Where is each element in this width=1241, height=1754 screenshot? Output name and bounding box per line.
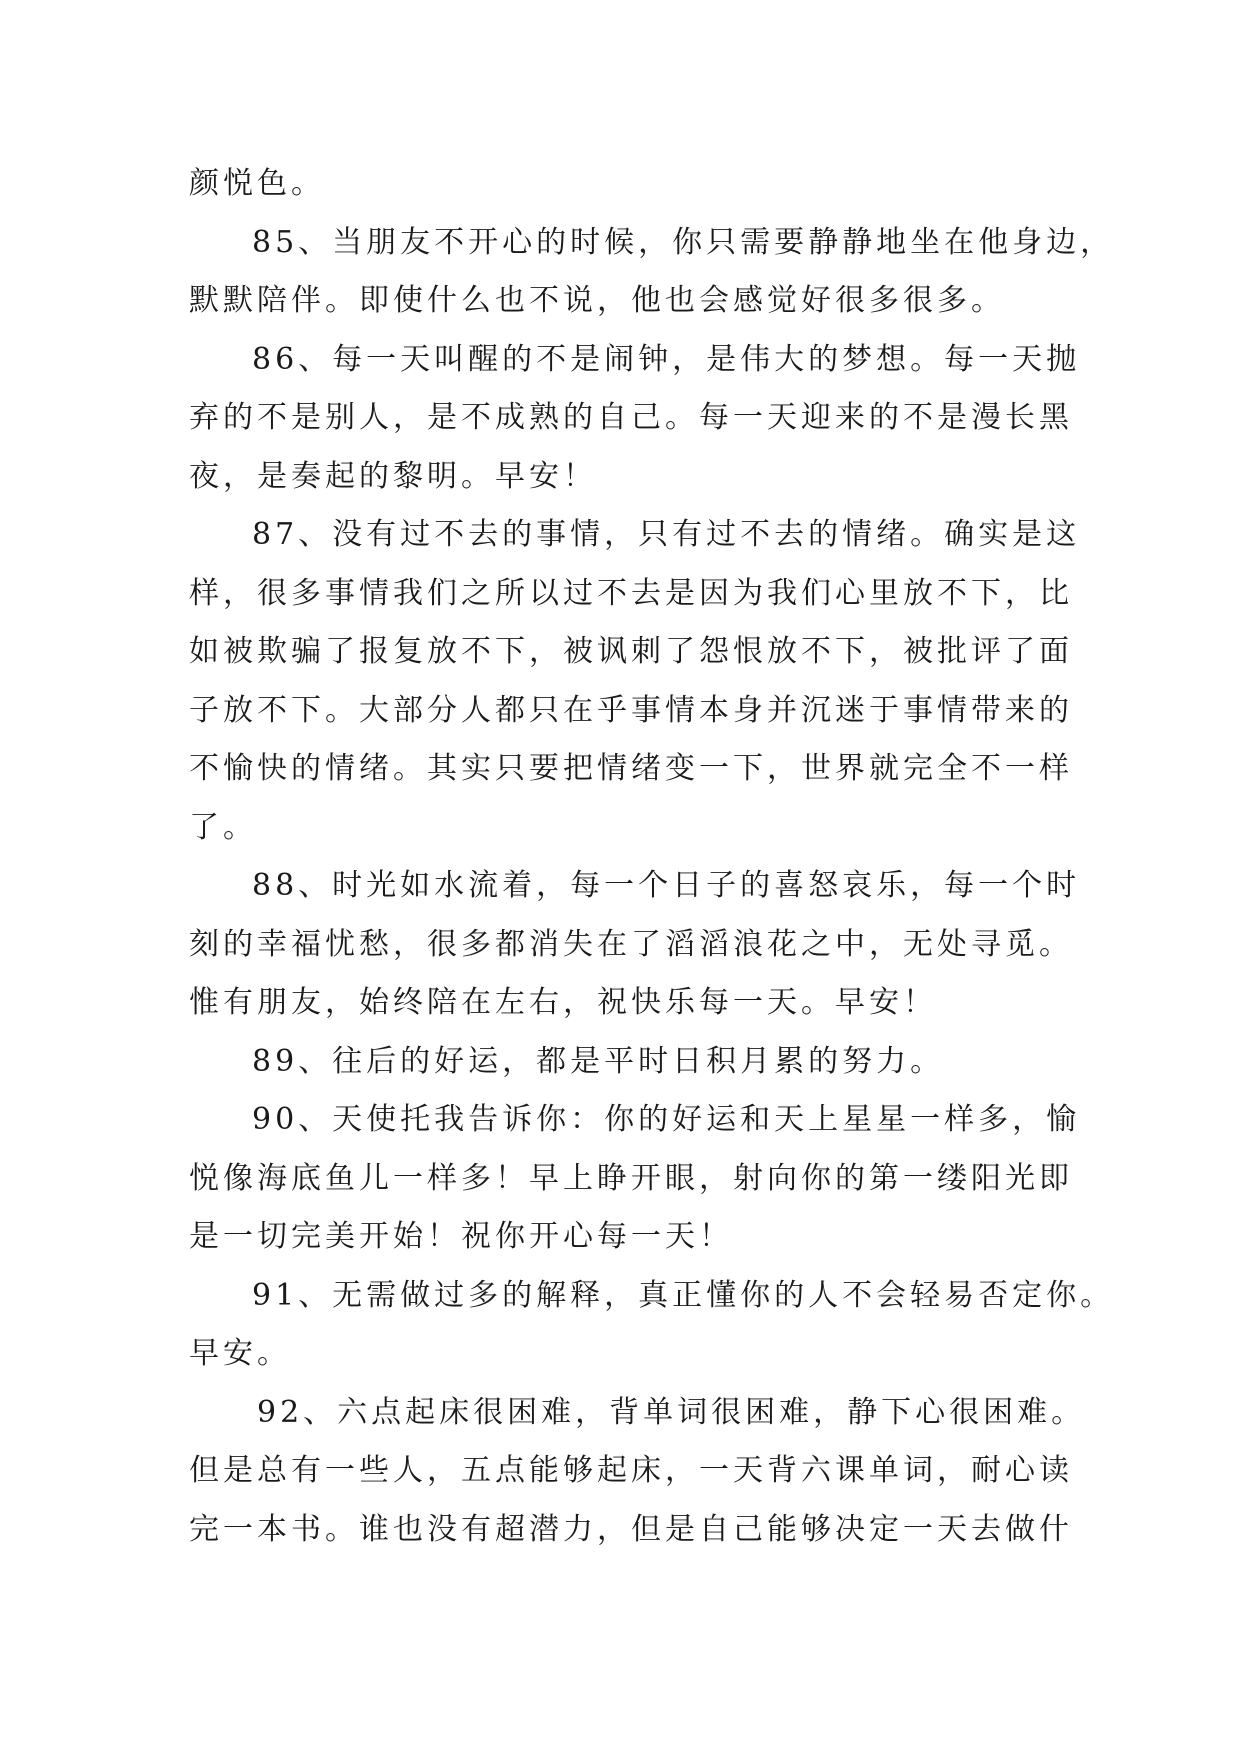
paragraph-91 bbox=[189, 1267, 1115, 1384]
text-line: 92、六点起床很困难，背单词很困难，静下心很困难。 bbox=[257, 1394, 1086, 1430]
text-line: 88、时光如水流着，每一个日子的喜怒哀乐，每一个时 bbox=[252, 868, 1081, 903]
paragraph-88 bbox=[189, 857, 1081, 1033]
text-line: 颜悦色。 bbox=[189, 166, 325, 201]
text-line: 了。 bbox=[189, 809, 257, 845]
text-line: 91、无需做过多的解释，真正懂你的人不会轻易否定你。 bbox=[252, 1277, 1115, 1313]
text-line: 是一切完美开始！祝你开心每一天！ bbox=[189, 1219, 733, 1254]
paragraph-87 bbox=[189, 506, 1081, 857]
text-line: 弃的不是别人，是不成熟的自己。每一天迎来的不是漫长黑 bbox=[189, 400, 1073, 435]
text-line: 样，很多事情我们之所以过不去是因为我们心里放不下，比 bbox=[189, 575, 1073, 611]
text-line: 子放不下。大部分人都只在乎事情本身并沉迷于事情带来的 bbox=[189, 692, 1073, 728]
document-body bbox=[189, 155, 1115, 1559]
text-line: 早安。 bbox=[189, 1336, 291, 1371]
paragraph-86 bbox=[189, 331, 1081, 507]
paragraph-84-end bbox=[189, 155, 1069, 214]
text-line: 87、没有过不去的事情，只有过不去的情绪。确实是这 bbox=[252, 517, 1081, 552]
text-line: 惟有朋友，始终陪在左右，祝快乐每一天。早安！ bbox=[189, 985, 937, 1020]
paragraph-92 bbox=[189, 1384, 1086, 1560]
text-line: 86、每一天叫醒的不是闹钟，是伟大的梦想。每一天抛 bbox=[252, 341, 1081, 377]
text-line: 90、天使托我告诉你：你的好运和天上星星一样多，愉 bbox=[252, 1102, 1081, 1137]
text-line: 刻的幸福忧愁，很多都消失在了滔滔浪花之中，无处寻觅。 bbox=[189, 926, 1073, 962]
text-line: 如被欺骗了报复放不下，被讽刺了怨恨放不下，被批评了面 bbox=[189, 634, 1073, 669]
paragraph-85 bbox=[189, 214, 1115, 331]
text-line: 85、当朋友不开心的时候，你只需要静静地坐在他身边， bbox=[252, 224, 1115, 260]
text-line: 但是总有一些人，五点能够起床，一天背六课单词，耐心读 bbox=[189, 1453, 1073, 1488]
text-line: 不愉快的情绪。其实只要把情绪变一下，世界就完全不一样 bbox=[189, 751, 1073, 786]
text-line: 89、往后的好运，都是平时日积月累的努力。 bbox=[252, 1043, 945, 1079]
paragraph-90 bbox=[189, 1091, 1081, 1267]
paragraph-89 bbox=[189, 1033, 1069, 1092]
text-line: 完一本书。谁也没有超潜力，但是自己能够决定一天去做什 bbox=[189, 1511, 1073, 1547]
text-line: 悦像海底鱼儿一样多！早上睁开眼，射向你的第一缕阳光即 bbox=[189, 1160, 1073, 1196]
text-line: 夜，是奏起的黎明。早安！ bbox=[189, 458, 597, 494]
text-line: 默默陪伴。即使什么也不说，他也会感觉好很多很多。 bbox=[189, 283, 1005, 318]
